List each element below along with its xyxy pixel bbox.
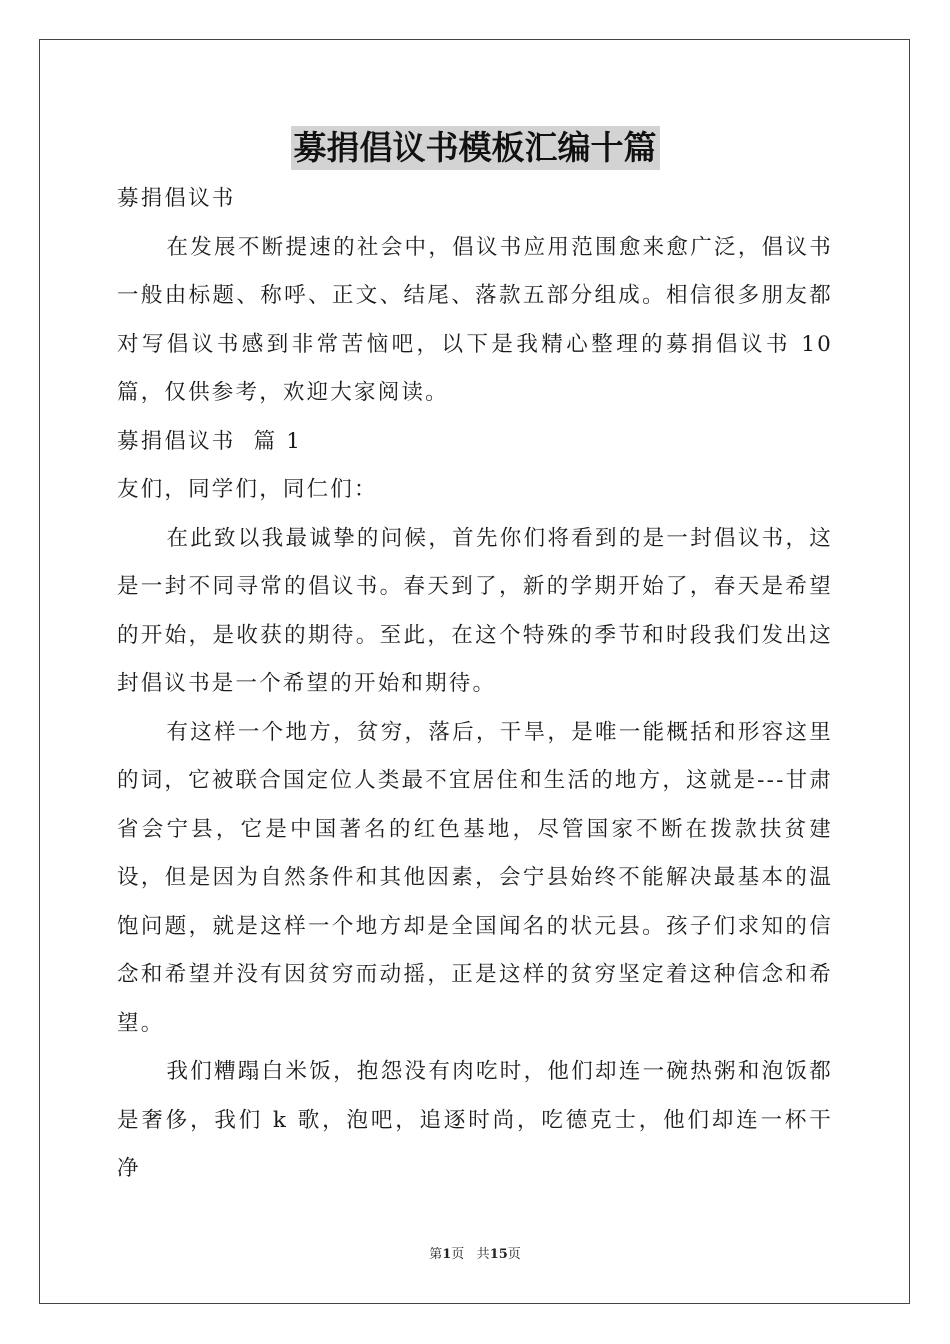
body-paragraph-3: 我们糟蹋白米饭，抱怨没有肉吃时，他们却连一碗热粥和泡饭都是奢侈，我们 k 歌，泡吧，追逐时尚，吃德克士，他们却连一杯干净: [117, 1059, 833, 1181]
total-suffix: 页: [507, 1247, 521, 1262]
document-title: 募捐倡议书模板汇编十篇: [291, 126, 660, 170]
document-body: [117, 175, 833, 1194]
body-paragraph-2: 有这样一个地方，贫穷，落后，干旱，是唯一能概括和形容这里的词，它被联合国定位人类最不宜居住和生活的地方，这就是---甘肃省会宁县，它是中国著名的红色基地，尽管国家不断在拨款扶贫建设，但是因为自然条件和其他因素，会宁县始终不能解决最基本的温饱问题，就是这样一个地方却是全国闻名的状元县。孩子们求知的信念和希望并没有因贫穷而动摇，正是这样的贫穷坚定着这种信念和希望。: [117, 719, 833, 1036]
page-footer: [0, 1243, 950, 1262]
page-prefix: 第: [429, 1247, 443, 1262]
total-pages: 15: [489, 1247, 508, 1262]
salutation: 友们，同学们，同仁们：: [117, 477, 378, 502]
body-paragraph-1: 在此致以我最诚挚的问候，首先你们将看到的是一封倡议书，这是一封不同寻常的倡议书。春天到了，新的学期开始了，春天是希望的开始，是收获的期待。至此，在这个特殊的季节和时段我们发出这封倡议书是一个希望的开始和期待。: [117, 525, 833, 696]
document-heading: 募捐倡议书: [117, 186, 236, 211]
page-number: 1: [442, 1247, 452, 1262]
total-prefix: 共: [476, 1247, 490, 1262]
intro-paragraph: 在发展不断提速的社会中，倡议书应用范围愈来愈广泛，倡议书一般由标题、称呼、正文、结尾、落款五部分组成。相信很多朋友都对写倡议书感到非常苦恼吧，以下是我精心整理的募捐倡议书 10 篇，仅供参考，欢迎大家阅读。: [117, 234, 833, 405]
title-container: [0, 126, 950, 170]
section-title: 募捐倡议书 篇 1: [117, 428, 303, 454]
page-suffix: 页: [451, 1247, 465, 1262]
